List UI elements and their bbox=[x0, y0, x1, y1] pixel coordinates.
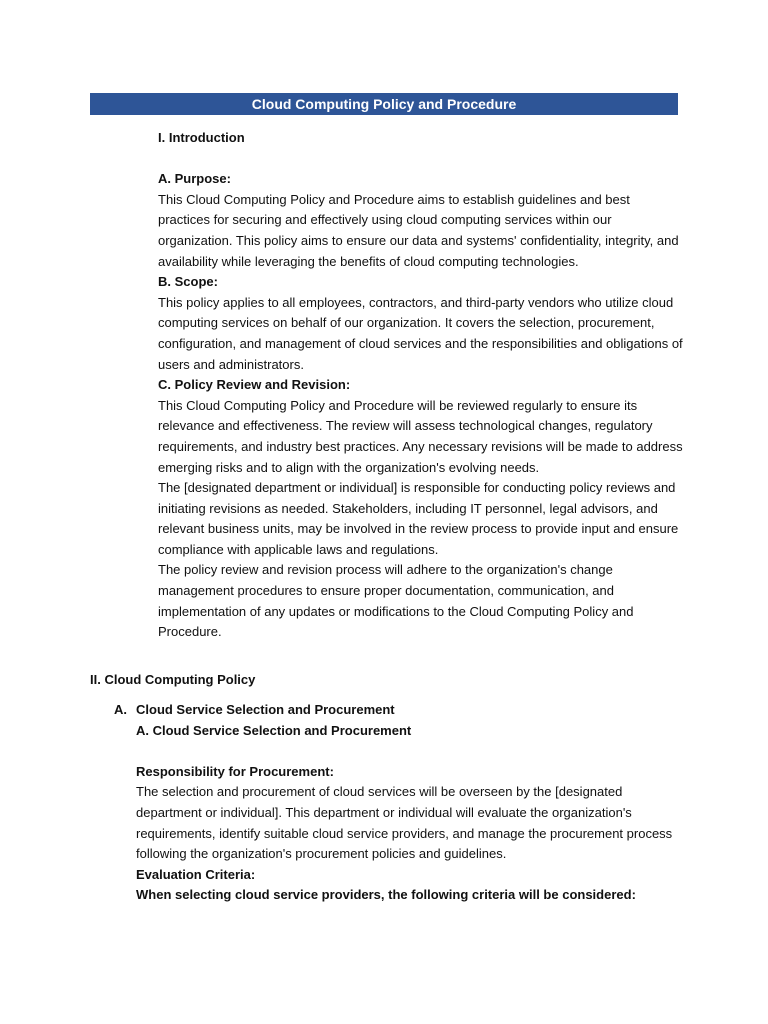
scope-paragraph: This policy applies to all employees, contractors, and third-party vendors who utilize cloud computing services on behalf of our organization. It covers the selection, procurement, configuration, and management of cloud services and the responsibilities and obligations of users and administrators. bbox=[158, 294, 683, 372]
review-paragraph-1: This Cloud Computing Policy and Procedure will be reviewed regularly to ensure its relevance and effectiveness. The review will assess technological changes, regulatory requirements, and industry best practices. Any necessary revisions will be made to address emerging risks and to align with the organization's evolving needs. bbox=[158, 397, 683, 475]
policy-section-heading: II. Cloud Computing Policy bbox=[90, 672, 256, 687]
list-marker: A. bbox=[114, 702, 127, 717]
procurement-subsection bbox=[136, 700, 681, 906]
spacer bbox=[136, 741, 681, 762]
responsibility-heading: Responsibility for Procurement: bbox=[136, 763, 334, 779]
criteria-heading: Evaluation Criteria: bbox=[136, 866, 256, 882]
spacer bbox=[158, 149, 683, 170]
scope-heading: B. Scope: bbox=[158, 274, 218, 290]
purpose-heading: A. Purpose: bbox=[158, 171, 231, 187]
review-paragraph-3: The policy review and revision process will adhere to the organization's change management procedures to ensure proper documentation, communication, and implementation of any updates or modifications to the Cloud Computing Policy and Procedure. bbox=[158, 562, 634, 640]
review-paragraph-2: The [designated department or individual] is responsible for conducting policy reviews and initiating revisions as needed. Stakeholders, including IT personnel, legal advisors, and relevant business units, may be involved in the review process to provide input and ensure compliance with applicable laws and regulations. bbox=[158, 480, 679, 557]
introduction-heading: I. Introduction bbox=[158, 130, 245, 145]
purpose-paragraph: This Cloud Computing Policy and Procedure aims to establish guidelines and best practices for securing and effectively using cloud computing services within our organization. This policy aims to ensure our data and systems' confidentiality, integrity, and availability while leveraging the benefits of cloud computing technologies. bbox=[158, 191, 679, 269]
criteria-intro: When selecting cloud service providers, the following criteria will be considered: bbox=[136, 887, 636, 903]
subsection-title: Cloud Service Selection and Procurement bbox=[136, 702, 395, 717]
review-heading: C. Policy Review and Revision: bbox=[158, 377, 351, 393]
subsection-title-repeat: A. Cloud Service Selection and Procurement bbox=[136, 722, 412, 738]
document-title: Cloud Computing Policy and Procedure bbox=[90, 93, 678, 115]
responsibility-paragraph: The selection and procurement of cloud services will be overseen by the [designated department or individual]. This department or individual will evaluate the organization's requirements, identify suitable cloud service providers, and manage the procurement process following the organization's procurement policies and guidelines. bbox=[136, 784, 673, 862]
introduction-section bbox=[158, 128, 683, 643]
